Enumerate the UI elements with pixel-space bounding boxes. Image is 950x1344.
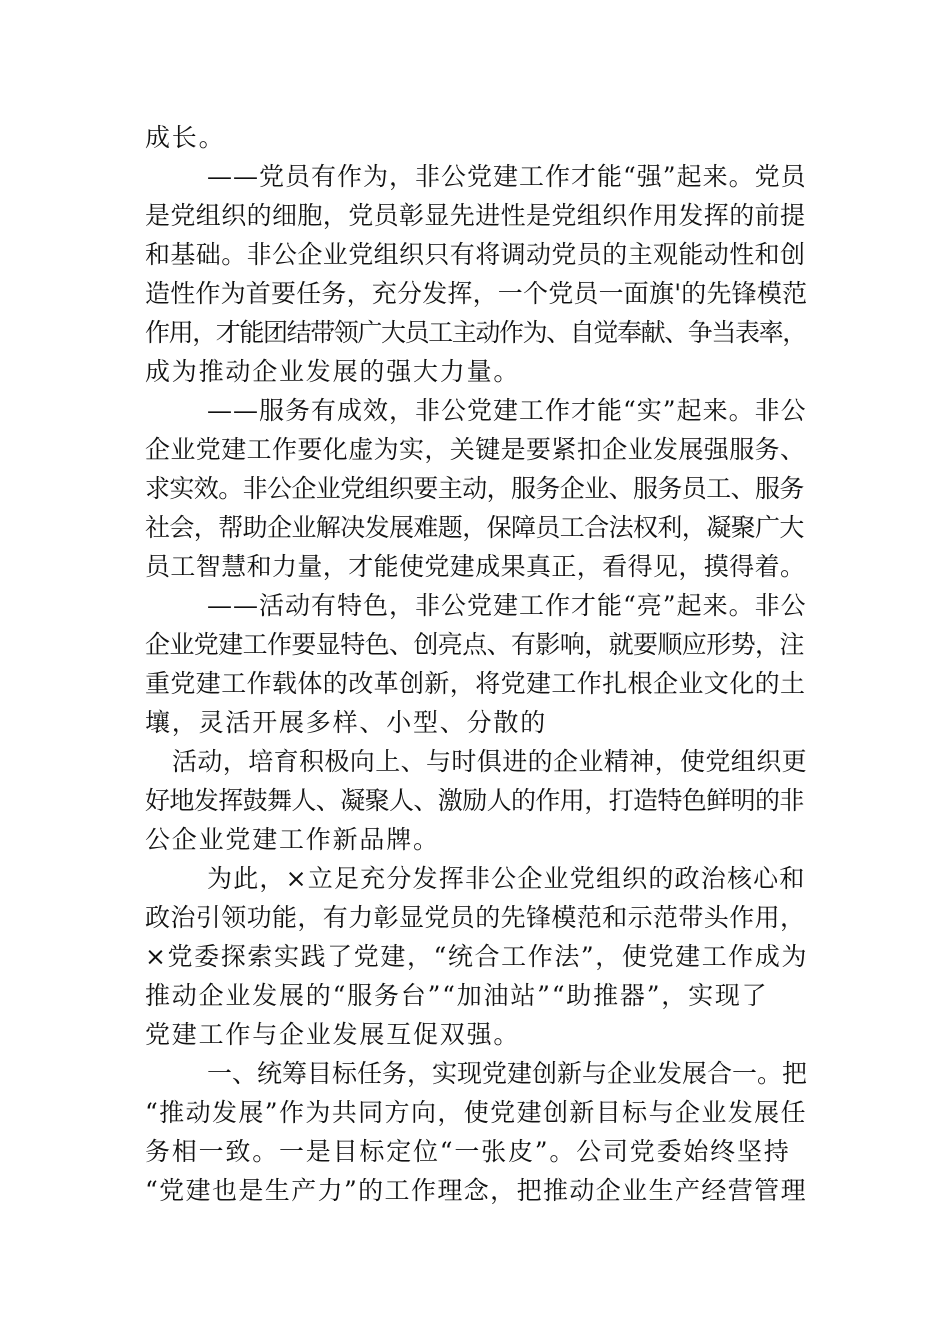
text-line: 是党组织的细胞，党员彰显先进性是党组织作用发挥的前提 xyxy=(145,201,806,230)
text-line: 公企业党建工作新品牌。 xyxy=(145,825,440,854)
text-line: 好地发挥鼓舞人、凝聚人、激励人的作用，打造特色鲜明的非 xyxy=(145,786,804,815)
text-line: 作用，才能团结带领广大员工主动作为、自觉奉献、争当表率， xyxy=(145,318,806,347)
text-line: ——党员有作为，非公党建工作才能“强”起来。党员 xyxy=(207,162,807,191)
text-line: 成为推动企业发展的强大力量。 xyxy=(145,357,521,386)
text-line: 员工智慧和力量，才能使党建成果真正，看得见，摸得着。 xyxy=(145,552,806,581)
text-line: ——活动有特色，非公党建工作才能“亮”起来。非公 xyxy=(207,591,807,620)
text-line: ——服务有成效，非公党建工作才能“实”起来。非公 xyxy=(207,396,807,425)
text-line: ×党委探索实践了党建，“统合工作法”，使党建工作成为 xyxy=(145,942,809,971)
text-line: 一、统筹目标任务，实现党建创新与企业发展合一。把 xyxy=(207,1059,808,1088)
text-line: 为此，×立足充分发挥非公企业党组织的政治核心和 xyxy=(207,864,806,893)
text-line: 务相一致。一是目标定位“一张皮”。公司党委始终坚持 xyxy=(145,1137,791,1166)
text-line: 推动企业发展的“服务台”“加油站”“助推器”，实现了 xyxy=(145,981,769,1010)
text-line: “党建也是生产力”的工作理念，把推动企业生产经营管理 xyxy=(145,1176,807,1205)
text-line: “推动发展”作为共同方向，使党建创新目标与企业发展任 xyxy=(145,1098,807,1127)
text-line: 和基础。非公企业党组织只有将调动党员的主观能动性和创 xyxy=(145,240,806,269)
text-line: 重党建工作载体的改革创新，将党建工作扎根企业文化的土 xyxy=(145,669,806,698)
text-line: 社会，帮助企业解决发展难题，保障员工合法权利，凝聚广大 xyxy=(145,513,804,542)
text-line: 活动，培育积极向上、与时俱进的企业精神，使党组织更 xyxy=(172,747,808,776)
text-line: 求实效。非公企业党组织要主动，服务企业、服务员工、服务 xyxy=(145,474,804,503)
text-line: 党建工作与企业发展互促双强。 xyxy=(145,1020,521,1049)
text-line: 政治引领功能，有力彰显党员的先锋模范和示范带头作用， xyxy=(145,903,806,932)
text-line: 企业党建工作要显特色、创亮点、有影响，就要顺应形势，注 xyxy=(145,630,804,659)
text-line: 企业党建工作要化虚为实，关键是要紧扣企业发展强服务、 xyxy=(145,435,806,464)
text-line: 成长。 xyxy=(145,123,226,152)
text-line: 壤，灵活开展多样、小型、分散的 xyxy=(145,708,548,737)
text-line: 造性作为首要任务，充分发挥，一个党员一面旗'的先锋模范 xyxy=(145,279,808,308)
